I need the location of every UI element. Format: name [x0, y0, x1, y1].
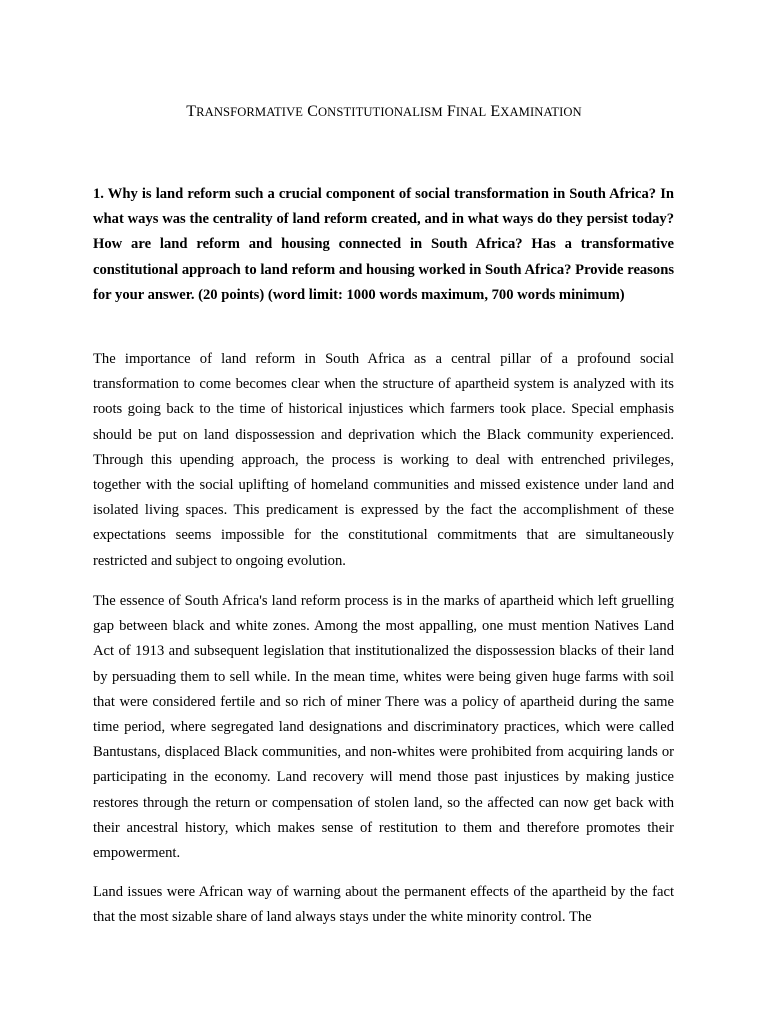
title-word: EXAMINATION: [490, 103, 582, 120]
page-title: [0, 102, 768, 122]
answer-paragraph-2: [93, 589, 674, 866]
paragraph-text: The essence of South Africa's land reform process is in the marks of apartheid which left gruelling gap between black and white zones. Among the most appalling, one must mention Natives Land Act of 1913 and subsequent legislation that institutionalized the dispossession blacks of their land by persuading them to sell while. In the mean time, whites were being given huge farms with soil that were considered fertile and so rich of miner There was a policy of apartheid during the same time period, where segregated land designations and discriminatory practices, which were called Bantustans, displaced Black communities, and non-whites were prohibited from acquiring lands or participating in the economy. Land recovery will mend those past injustices by making justice restores through the return or compensation of stolen land, so the affected can now get back with their ancestral history, which makes sense of restitution to them and therefore promotes their empowerment.: [93, 593, 674, 862]
title-word: FINAL: [446, 103, 487, 120]
answer-paragraph-3: [93, 880, 674, 930]
paragraph-text: The importance of land reform in South Africa as a central pillar of a profound social transformation to come becomes clear when the structure of apartheid system is analyzed with its roots going back to the time of historical injustices which farmers took place. Special emphasis should be put on land dispossession and deprivation which the Black community experienced. Through this upending approach, the process is working to deal with entrenched privileges, together with the social uplifting of homeland communities and missed existence under land and isolated living spaces. This predicament is expressed by the fact the accomplishment of these expectations seems impossible for the constitutional commitments that are simultaneously restricted and subject to ongoing evolution.: [93, 351, 674, 569]
question-text: 1. Why is land reform such a crucial component of social transformation in South Africa? In what ways was the centrality of land reform created, and in what ways do they persist today? How are land reform and housing connected in South Africa? Has a transformative constitutional approach to land reform and housing worked in South Africa? Provide reasons for your answer. (20 points) (word limit: 1000 words maximum, 700 words minimum): [93, 186, 674, 303]
title-word: TRANSFORMATIVE: [186, 103, 304, 120]
title-word: CONSTITUTIONALISM: [307, 103, 443, 120]
answer-paragraph-1: [93, 347, 674, 574]
exam-question: [93, 182, 674, 308]
paragraph-text: Land issues were African way of warning about the permanent effects of the apartheid by the fact that the most sizable share of land always stays under the white minority control. The: [93, 884, 674, 926]
